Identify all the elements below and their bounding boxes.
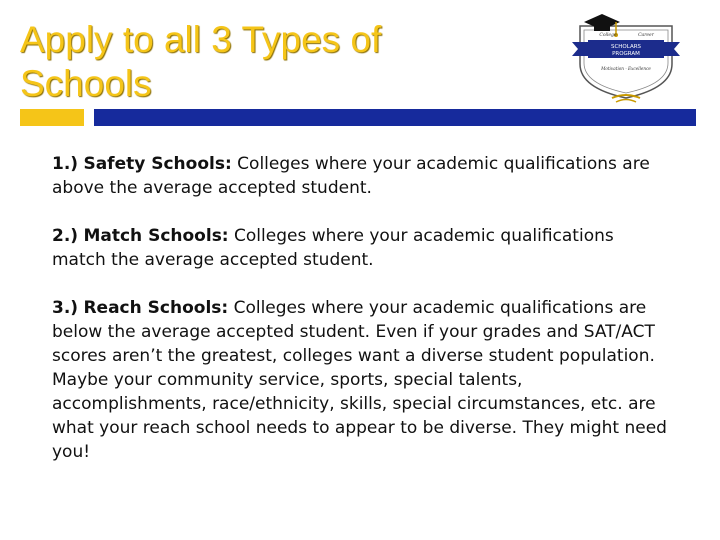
item-heading: Safety Schools: [83, 154, 232, 174]
item-number: 3.) [52, 298, 79, 318]
item-heading: Reach Schools: [83, 298, 229, 318]
list-item-reach [52, 296, 672, 464]
slide-title-line-1: Apply to all 3 Types of [20, 19, 382, 60]
item-heading: Match Schools: [83, 226, 229, 246]
item-text: the average accepted student. [104, 178, 372, 198]
item-emphasis: match [52, 250, 106, 270]
item-text: the average accepted student. [105, 250, 374, 270]
list-item-match [52, 224, 672, 272]
slide-title-line-2: Schools [20, 63, 152, 104]
list-item-safety [52, 152, 672, 200]
scholars-program-logo [568, 8, 684, 104]
accent-bar [20, 109, 84, 126]
item-number: 1.) [52, 154, 79, 174]
item-text: Colleges where your academic qualifications are [228, 298, 647, 318]
logo-banner-line-2: PROGRAM [612, 51, 640, 57]
item-text: the average accepted student. Even if your grades and SAT/ACT scores aren’t the greatest, colleges want a diverse student population. Maybe your community service, sports, special talents, accomplishments, race/ethnicity, skills, special circumstances, etc. are what your reach school needs to appear to be diverse. They might need you! [52, 322, 667, 462]
slide-title [20, 18, 540, 106]
item-emphasis: below [52, 322, 103, 342]
item-text: Colleges where your academic qualifications are [231, 154, 650, 174]
logo-banner-line-1: SCHOLARS [610, 44, 642, 50]
logo-text-top-left: College [599, 33, 617, 38]
item-emphasis: above [52, 178, 105, 198]
title-rule-bar [94, 109, 696, 126]
logo-text-top-right: Career [638, 33, 654, 38]
logo-text-bottom: Motivation · Excellence [601, 66, 651, 71]
schools-list [52, 152, 672, 488]
item-text: Colleges where your academic qualifications [228, 226, 614, 246]
item-number: 2.) [52, 226, 79, 246]
